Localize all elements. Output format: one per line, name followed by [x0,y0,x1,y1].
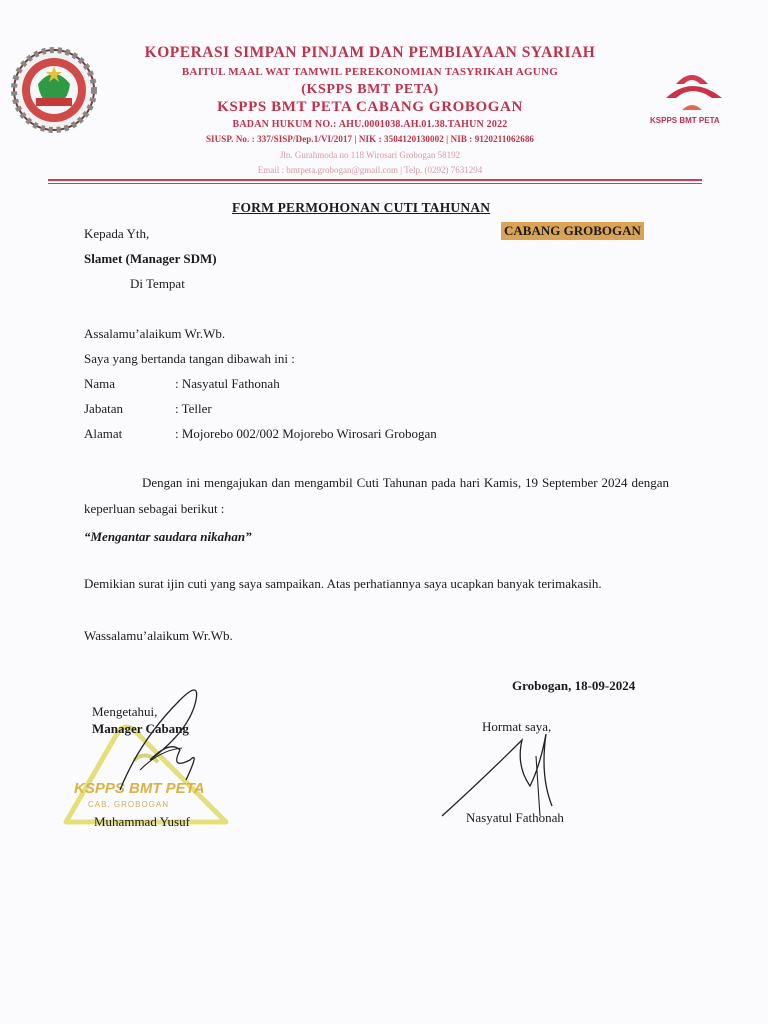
letterhead-divider [48,179,702,181]
cooperative-logo-icon [8,46,102,134]
closing-paragraph: Demikian surat ijin cuti yang saya sampaikan. Atas perhatiannya saya ucapkan banyak terimakasih. [84,576,602,591]
body-paragraph: Dengan ini mengajukan dan mengambil Cuti Tahunan pada hari Kamis, 19 September 2024 dengan keperluan sebagai berikut : [84,475,669,516]
left-caption: Mengetahui, [92,704,158,719]
farewell: Wassalamu’alaikum Wr.Wb. [84,628,233,643]
intro-line: Saya yang bertanda tangan dibawah ini : [84,351,295,366]
stamp-text: KSPPS BMT PETA [74,780,205,797]
letterhead-line-2: BAITUL MAAL WAT TAMWIL PEREKONOMIAN TASYRIKAH AGUNG [181,66,559,78]
field-label-address: Alamat [84,426,123,441]
greeting: Assalamu’alaikum Wr.Wb. [84,326,226,341]
right-signatory-name: Nasyatul Fathonah [466,810,564,825]
to-line: Kepada Yth, [84,226,150,241]
right-brand-logo [646,64,742,136]
manager-signature [110,680,220,800]
left-role: Manager Cabang [92,721,189,736]
leave-reason: “Mengantar saudara nikahan” [84,529,252,544]
left-signatory-name: Muhammad Yusuf [94,814,190,829]
letterhead-line-3: (KSPPS BMT PETA) [301,82,439,97]
bmt-peta-logo-icon [646,64,742,116]
stamp-subtext: CAB. GROBOGAN [88,800,170,809]
right-logo-text: KSPPS BMT PETA [650,116,720,125]
recipient: Slamet (Manager SDM) [84,251,217,266]
branch-badge: CABANG GROBOGAN [501,222,644,240]
field-label-name: Nama [84,376,116,391]
letterhead-contact-line: Email : bmtpeta.grobogan@gmail.com | Telp. (0292) 7631294 [257,165,483,175]
field-value-position: : Teller [175,401,212,416]
place-date: Grobogan, 18-09-2024 [512,678,636,693]
letterhead-line-1: KOPERASI SIMPAN PINJAM DAN PEMBIAYAAN SYARIAH [144,44,596,61]
letterhead-legal-line: BADAN HUKUM NO.: AHU.0001038.AH.01.38.TAHUN 2022 [232,119,508,130]
letterhead-line-4: KSPPS BMT PETA CABANG GROBOGAN [217,99,523,115]
letterhead-registration-line: SIUSP. No. : 337/SISP/Dep.1/VI/2017 | NIK : 3504120130002 | NIB : 9120211062686 [205,134,535,144]
field-value-name: : Nasyatul Fathonah [175,376,280,391]
place-line: Di Tempat [130,276,185,291]
right-caption: Hormat saya, [482,719,552,734]
field-value-address: : Mojorebo 002/002 Mojorebo Wirosari Grobogan [175,426,437,441]
form-title: FORM PERMOHONAN CUTI TAHUNAN [232,200,491,215]
field-label-position: Jabatan [84,401,123,416]
letterhead-divider-thin [48,183,702,184]
letterhead-address-line: Jln. Gurahmoda no 118 Wirosari Grobogan 58192 [279,150,461,160]
